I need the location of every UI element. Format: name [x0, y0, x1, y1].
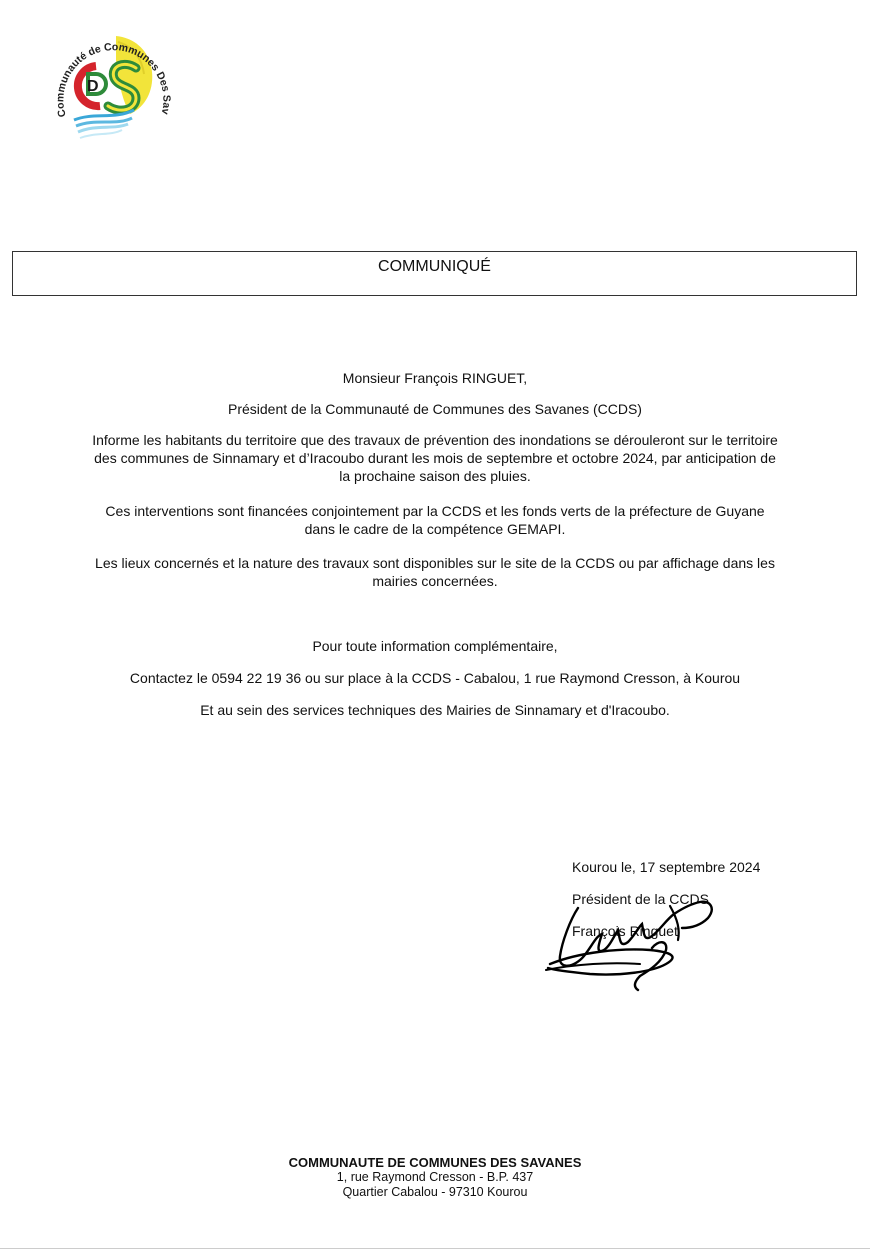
paragraph-1	[90, 431, 780, 485]
paragraph-2	[100, 502, 770, 538]
signatory-title: Président de la CCDS	[572, 891, 709, 907]
salutation	[60, 369, 810, 387]
paragraph-1-text: Informe les habitants du territoire que des travaux de prévention des inondations se dérouleront sur le territoire des communes de Sinnamary et d’Iracoubo durant les mois de septembre et octobre 2024, par anticipation de la prochaine saison des pluies.	[92, 432, 778, 484]
contact-mairies-text: Et au sein des services techniques des Mairies de Sinnamary et d'Iracoubo.	[200, 702, 670, 718]
handwritten-signature	[540, 890, 725, 995]
salutation-text: Monsieur François RINGUET,	[342, 370, 528, 386]
footer-address-line2: Quartier Cabalou - 97310 Kourou	[342, 1185, 528, 1199]
role-line	[60, 400, 810, 418]
place-date: Kourou le, 17 septembre 2024	[572, 859, 761, 875]
footer-address-line1: 1, rue Raymond Cresson - B.P. 437	[336, 1170, 534, 1184]
contact-mairies	[60, 701, 810, 719]
logo-ring-text: Communauté de Communes Des Sav	[54, 41, 173, 119]
contact-phone-address	[60, 669, 810, 687]
signatory-name: François Ringuet	[572, 923, 678, 939]
document-title: COMMUNIQUÉ	[378, 258, 491, 275]
contact-phone-text: Contactez le 0594 22 19 36 ou sur place à la CCDS - Cabalou, 1 rue Raymond Cresson, à Kourou	[129, 670, 741, 686]
paragraph-3	[90, 554, 780, 590]
footer-organization: COMMUNAUTE DE COMMUNES DES SAVANES	[288, 1155, 582, 1170]
footer	[0, 1155, 870, 1200]
svg-text:D: D	[87, 78, 99, 95]
paragraph-3-text: Les lieux concernés et la nature des travaux sont disponibles sur le site de la CCDS ou par affichage dans les mairies concernées.	[95, 555, 775, 589]
page-bottom-divider	[0, 1248, 870, 1249]
communique-title-box	[12, 251, 857, 296]
ccds-logo	[44, 20, 176, 148]
contact-intro	[60, 637, 810, 655]
paragraph-2-text: Ces interventions sont financées conjointement par la CCDS et les fonds verts de la préfecture de Guyane dans le cadre de la compétence GEMAPI.	[105, 503, 765, 537]
contact-intro-text: Pour toute information complémentaire,	[312, 638, 558, 654]
role-text: Président de la Communauté de Communes des Savanes (CCDS)	[228, 401, 642, 417]
